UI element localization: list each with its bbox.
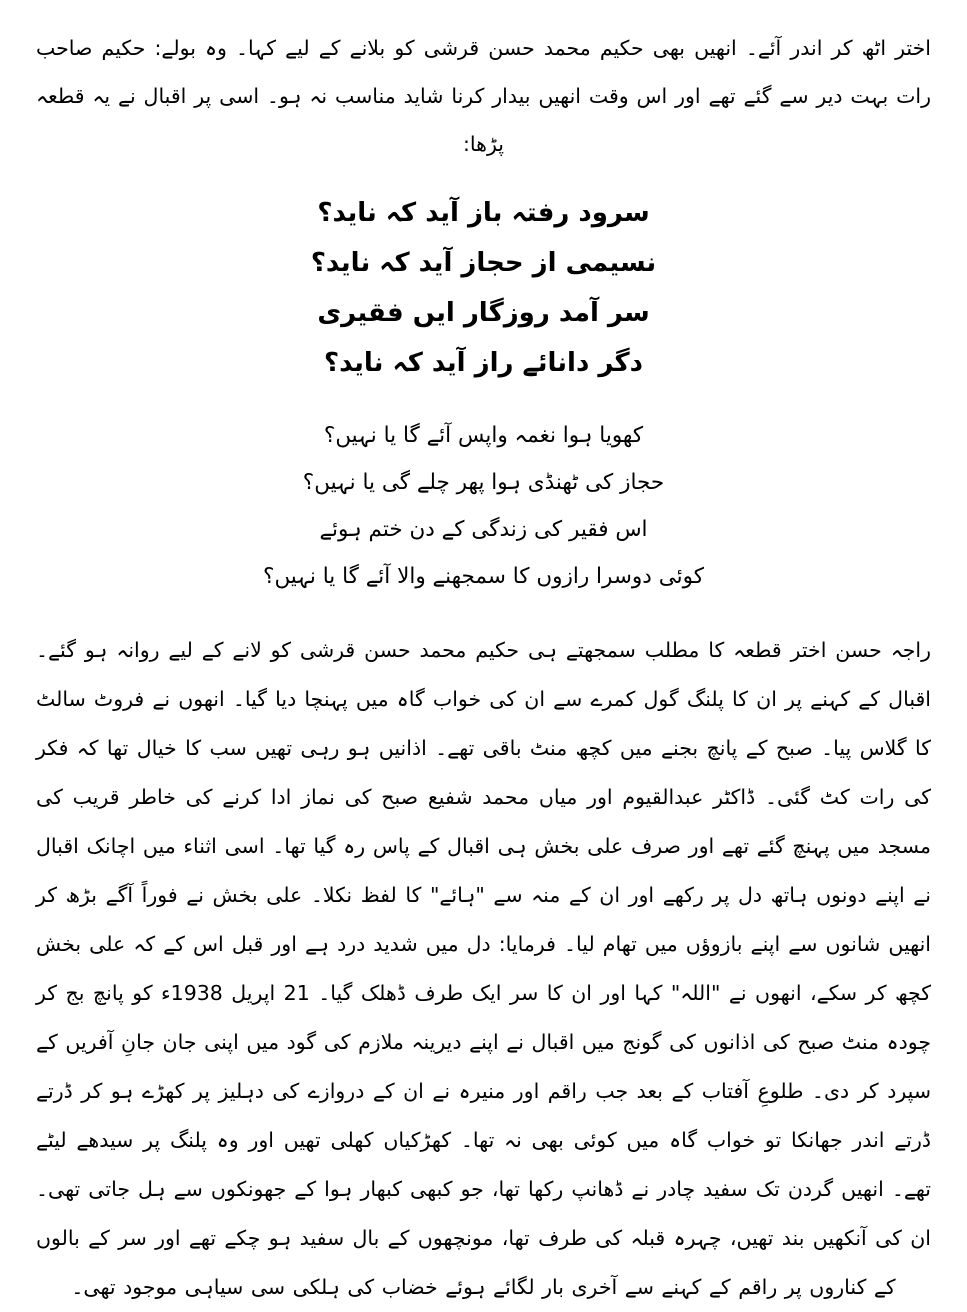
urdu-translation-line-4: کوئی دوسرا رازوں کا سمجھنے والا آئے گا یا نہیں؟ xyxy=(263,564,704,589)
urdu-translation-line-1: کھویا ہوا نغمہ واپس آئے گا یا نہیں؟ xyxy=(323,423,644,448)
persian-quatrain-line-4: دگر دانائے راز آید کہ ناید؟ xyxy=(324,348,643,378)
urdu-translation-line-3: اس فقیر کی زندگی کے دن ختم ہوئے xyxy=(319,517,648,542)
persian-quatrain-line-2: نسیمی از حجاز آید کہ ناید؟ xyxy=(310,248,657,278)
persian-quatrain xyxy=(36,188,931,388)
persian-quatrain-line-1: سرود رفتہ باز آید کہ ناید؟ xyxy=(317,198,650,228)
main-paragraph: راجہ حسن اختر قطعہ کا مطلب سمجھتے ہی حکیم محمد حسن قرشی کو لانے کے لیے روانہ ہو گئے۔ اقبال کے کہنے پر ان کا پلنگ گول کمرے سے ان کی خواب گاہ میں پہنچا دیا گیا۔ انھوں نے فروٹ سالٹ کا گلاس پیا۔ صبح کے پانچ بجنے میں کچھ منٹ باقی تھے۔ اذانیں ہو رہی تھیں سب کا خیال تھا کہ فکر کی رات کٹ گئی۔ ڈاکٹر عبدالقیوم اور میاں محمد شفیع صبح کی نماز ادا کرنے کی خاطر قریب کی مسجد میں پہنچ گئے تھے اور صرف علی بخش ہی اقبال کے پاس رہ گیا تھا۔ اسی اثناء میں اچانک اقبال نے اپنے دونوں ہاتھ دل پر رکھے اور ان کے منہ سے "ہائے" کا لفظ نکلا۔ علی بخش نے فوراً آگے بڑھ کر انھیں شانوں سے اپنے بازوؤں میں تھام لیا۔ فرمایا: دل میں شدید درد ہے اور قبل اس کے کہ علی بخش کچھ کر سکے، انھوں نے "اللہ" کہا اور ان کا سر ایک طرف ڈھلک گیا۔ 21 اپریل 1938ء کو پانچ بج کر چودہ منٹ صبح کی اذانوں کی گونج میں اقبال نے اپنے دیرینہ ملازم کی گود میں اپنی جان جانِ آفریں کے سپرد کر دی۔ طلوعِ آفتاب کے بعد جب راقم اور منیرہ نے ان کے دروازے کی دہلیز پر کھڑے ہو کر ڈرتے ڈرتے اندر جھانکا تو خواب گاہ میں کوئی بھی نہ تھا۔ کھڑکیاں کھلی تھیں اور وہ پلنگ پر سیدھے لیٹے تھے۔ انھیں گردن تک سفید چادر نے ڈھانپ رکھا تھا، جو کبھی کبھار ہوا کے جھونکوں سے ہل جاتی تھی۔ ان کی آنکھیں بند تھیں، چہرہ قبلہ کی طرف تھا، مونچھوں کے بال سفید ہو چکے تھے اور سر کے بالوں کے کناروں پر راقم کے کہنے سے آخری بار لگائے ہوئے خضاب کی ہلکی سی سیاہی موجود تھی۔ xyxy=(36,638,931,1299)
urdu-translation-line-2: حجاز کی ٹھنڈی ہوا پھر چلے گی یا نہیں؟ xyxy=(302,470,665,495)
intro-paragraph: اختر اٹھ کر اندر آئے۔ انھیں بھی حکیم محمد حسن قرشی کو بلانے کے لیے کہا۔ وہ بولے: حکیم صاحب رات بہت دیر سے گئے تھے اور اس وقت انھیں بیدار کرنا شاید مناسب نہ ہو۔ اسی پر اقبال نے یہ قطعہ پڑھا: xyxy=(36,36,931,156)
urdu-translation-quatrain xyxy=(36,412,931,600)
persian-quatrain-line-3: سر آمد روزگار ایں فقیری xyxy=(317,298,650,328)
